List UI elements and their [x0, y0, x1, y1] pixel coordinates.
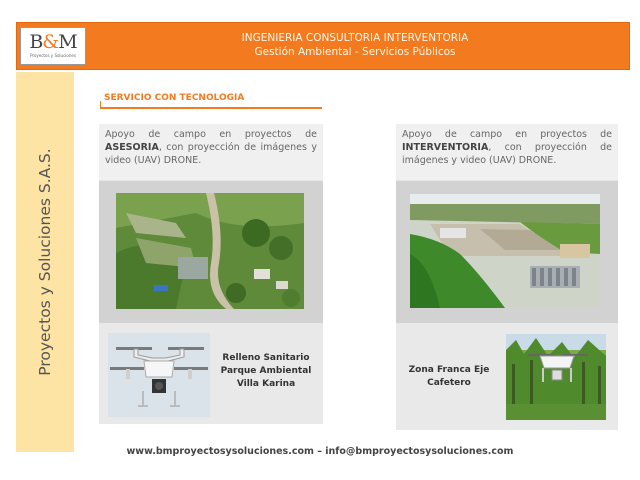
card-asesoria-text: Apoyo de campo en proyectos de ASESORIA, con proyección de imágenes y video (UAV) DRONE.	[99, 124, 323, 180]
caption-relleno-sanitario: Relleno Sanitario Parque Ambiental Villa Karina	[220, 353, 312, 389]
aerial-photo-free-zone	[410, 194, 600, 308]
logo-tagline: Proyectos y Soluciones	[30, 53, 76, 58]
section-title: SERVICIO CON TECNOLOGIA	[104, 93, 245, 103]
drone-photo	[108, 333, 210, 417]
caption-zona-franca: Zona Franca Eje Cafetero	[408, 365, 490, 388]
aerial-photo-landfill	[116, 193, 304, 309]
sidebar-company-name: Proyectos y Soluciones S.A.S.	[36, 148, 54, 376]
header-line-1: INGENIERIA CONSULTORIA INTERVENTORIA	[241, 32, 469, 44]
logo-mark: B&M	[29, 31, 77, 53]
header-title	[190, 31, 520, 59]
card-interventoria-text: Apoyo de campo en proyectos de INTERVENTORIA, con proyección de imágenes y video (UAV) DRONE.	[396, 124, 618, 180]
footer-contact: www.bmproyectosysoluciones.com – info@bmproyectosysoluciones.com	[126, 446, 514, 457]
header-line-2: Gestión Ambiental - Servicios Públicos	[254, 46, 456, 58]
drone-forest-photo	[506, 334, 606, 420]
company-logo	[20, 27, 86, 65]
section-divider	[100, 107, 322, 109]
